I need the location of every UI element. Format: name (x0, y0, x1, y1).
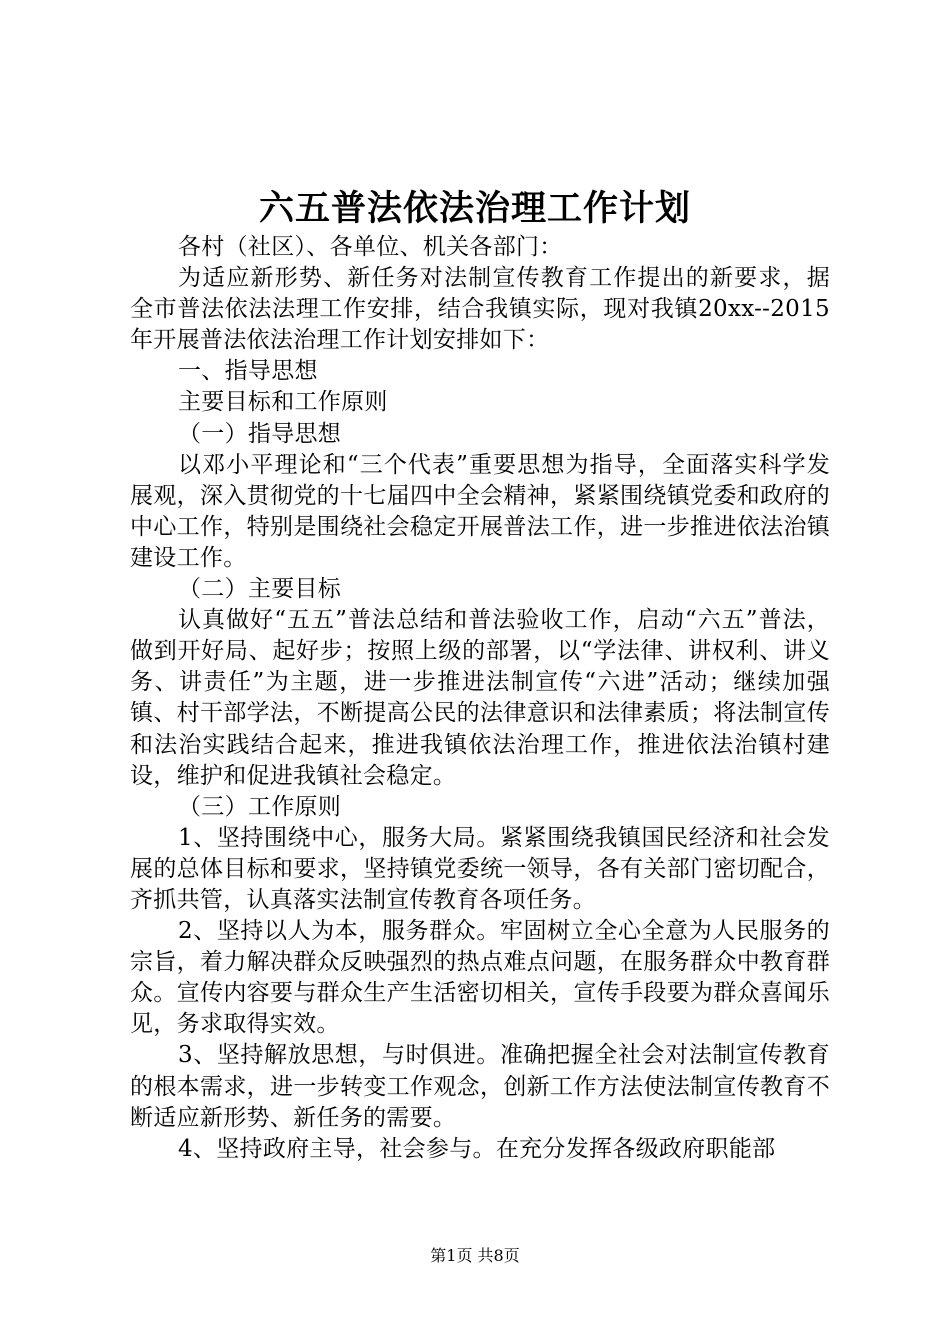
heading-guiding-thought: 一、指导思想 (178, 358, 318, 385)
paragraph-salutation: 各村（社区）、各单位、机关各部门： (178, 234, 563, 260)
heading-goals-principles: 主要目标和工作原则 (178, 389, 388, 416)
subheading-1: （一）指导思想 (178, 420, 342, 447)
paragraph-principle-2: 2、坚持以人为本，服务群众。牢固树立全心全意为人民服务的宗旨，着力解决群众反映强烈的热点难点问题，在服务群众中教育群众。宣传内容要与群众生产生活密切相关，宣传手段要为群众喜闻乐见，务求取得实效。 (130, 918, 830, 1038)
paragraph-principle-3: 3、坚持解放思想，与时俱进。准确把握全社会对法制宣传教育的根本需求，进一步转变工作观念，创新工作方法使法制宣传教育不断适应新形势、新任务的需要。 (130, 1042, 830, 1131)
document-title: 六五普法依法治理工作计划 (258, 188, 691, 229)
paragraph-intro: 为适应新形势、新任务对法制宣传教育工作提出的新要求，据全市普法依法法理工作安排，结合我镇实际，现对我镇20xx--2015年开展普法依法治理工作计划安排如下： (130, 265, 830, 354)
paragraph-principle-4: 4、坚持政府主导，社会参与。在充分发挥各级政府职能部 (178, 1135, 776, 1162)
paragraph-main-goals: 认真做好“五五”普法总结和普法验收工作，启动“六五”普法，做到开好局、起好步；按照上级的部署，以“学法律、讲权利、讲义务、讲责任”为主题，进一步推进法制宣传“六进”活动；继续加强镇、村干部学法，不断提高公民的法律意识和法律素质；将法制宣传和法治实践结合起来，推进我镇依法治理工作，推进依法治镇村建设，维护和促进我镇社会稳定。 (130, 607, 830, 789)
paragraph-guiding-thought: 以邓小平理论和“三个代表”重要思想为指导，全面落实科学发展观，深入贯彻党的十七届四中全会精神，紧紧围绕镇党委和政府的中心工作，特别是围绕社会稳定开展普法工作，进一步推进依法治镇建设工作。 (130, 451, 830, 571)
paragraph-principle-1: 1、坚持围绕中心，服务大局。紧紧围绕我镇国民经济和社会发展的总体目标和要求，坚持镇党委统一领导，各有关部门密切配合，齐抓共管，认真落实法制宣传教育各项任务。 (130, 824, 830, 913)
subheading-3: （三）工作原则 (178, 793, 342, 820)
subheading-2: （二）主要目标 (178, 576, 342, 603)
page-footer: 第1页 共8页 (430, 1246, 520, 1265)
document-body (130, 232, 830, 1165)
